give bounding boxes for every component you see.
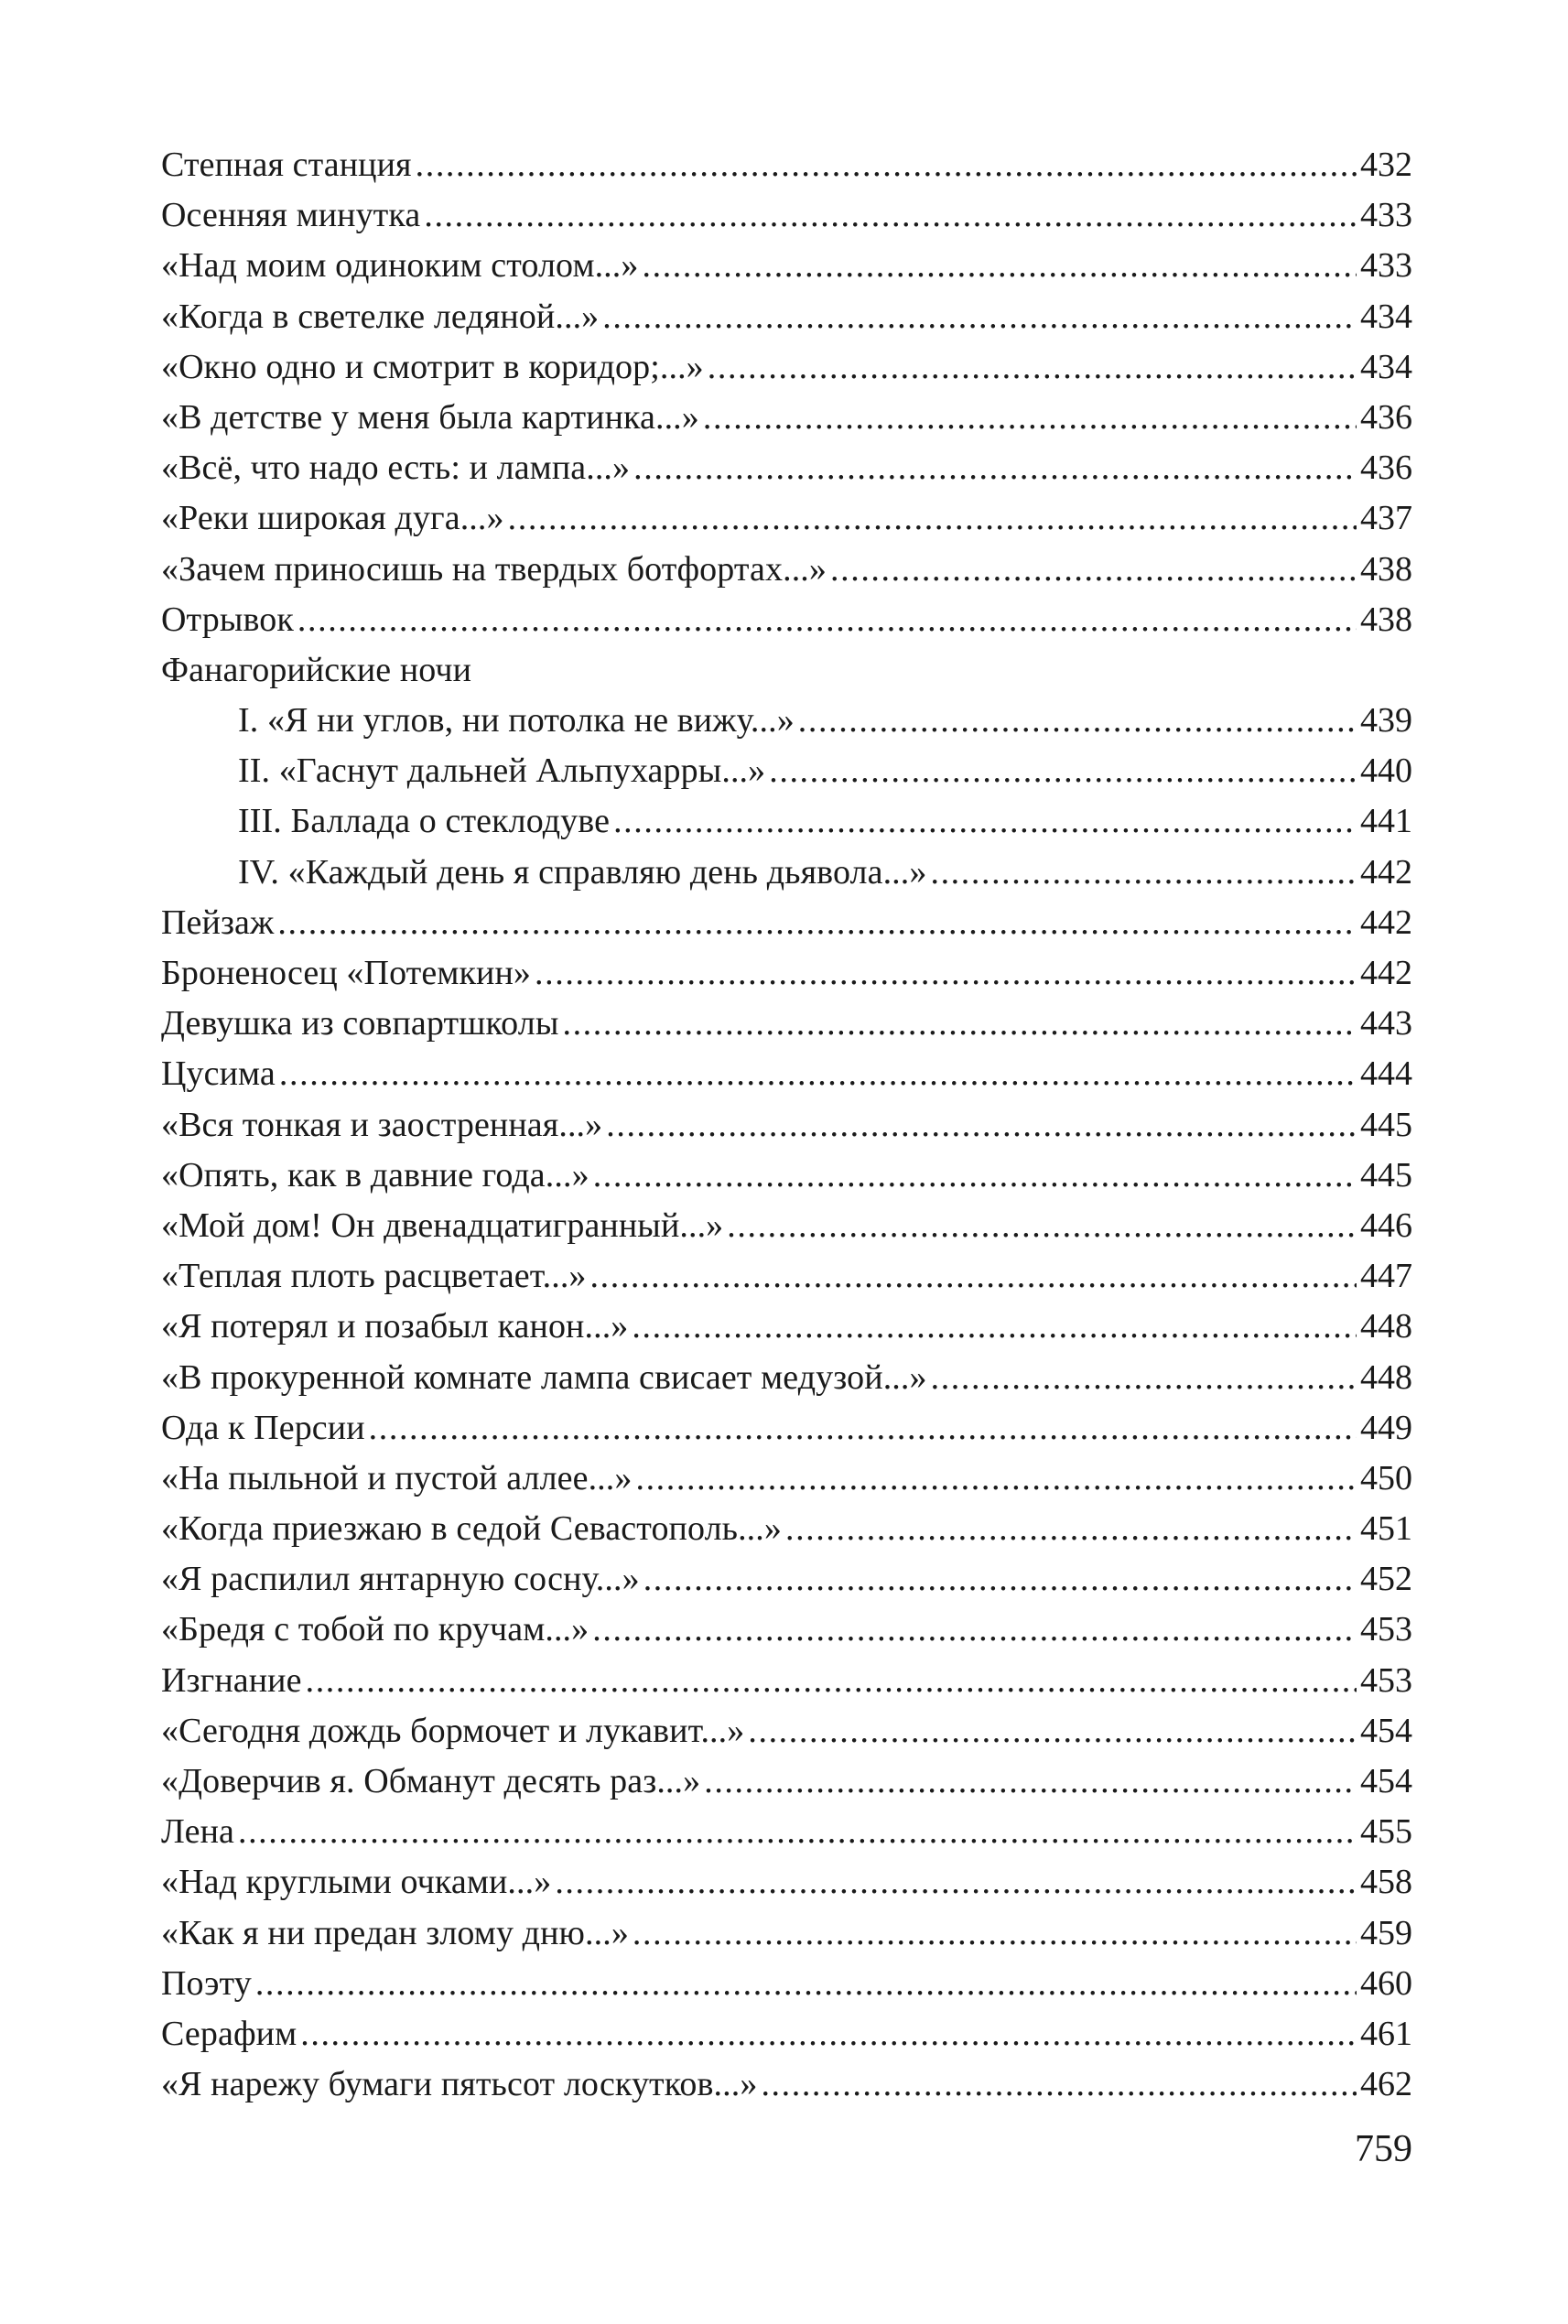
toc-entry-title: Пейзаж	[161, 903, 275, 942]
dot-leader	[297, 595, 1357, 645]
dot-leader	[643, 1554, 1357, 1605]
toc-entry-page: 452	[1360, 1560, 1412, 1599]
dot-leader	[930, 848, 1357, 898]
toc-entry	[161, 595, 1412, 645]
dot-leader	[255, 1959, 1357, 2009]
toc-entry-title: Фанагорийские ночи	[161, 650, 472, 689]
dot-leader	[535, 948, 1357, 999]
toc-subentry	[161, 696, 1412, 746]
toc-subentry	[161, 848, 1412, 898]
toc-entry-page: 453	[1360, 1660, 1412, 1700]
dot-leader	[704, 1757, 1357, 1807]
toc-entry-title: IV. «Каждый день я справляю день дьявола...»	[238, 852, 927, 892]
toc-entry	[161, 1302, 1412, 1352]
toc-entry-title: Ода к Персии	[161, 1408, 365, 1447]
toc-entry-page: 432	[1360, 146, 1412, 184]
dot-leader	[590, 1251, 1357, 1302]
toc-entry	[161, 1049, 1412, 1099]
dot-leader	[632, 1302, 1357, 1352]
dot-leader	[592, 1605, 1357, 1655]
dot-leader	[643, 241, 1357, 291]
dot-leader	[613, 796, 1357, 847]
toc-entry-title: «Доверчив я. Обманут десять раз...»	[161, 1762, 701, 1800]
toc-entry-page: 437	[1360, 499, 1412, 538]
dot-leader	[300, 2009, 1357, 2059]
dot-leader	[708, 342, 1357, 393]
dot-leader	[727, 1201, 1357, 1251]
toc-entry	[161, 1706, 1412, 1757]
dot-leader	[761, 2059, 1357, 2110]
toc-entry-title: «Зачем приносишь на твердых ботфортах...»	[161, 549, 827, 589]
toc-entry-page: 448	[1360, 1357, 1412, 1397]
toc-entry-page: 434	[1360, 347, 1412, 386]
toc-entry-page: 451	[1360, 1509, 1412, 1549]
toc-entry-page: 454	[1360, 1762, 1412, 1800]
toc-entry-title: «Окно одно и смотрит в коридор;...»	[161, 347, 704, 386]
toc-entry-page: 445	[1360, 1155, 1412, 1194]
toc-entry	[161, 190, 1412, 241]
toc-entry-title: «Бредя с тобой по кручам...»	[161, 1610, 589, 1649]
toc-entry	[161, 1857, 1412, 1908]
toc-entry-page: 438	[1360, 549, 1412, 589]
toc-entry	[161, 493, 1412, 544]
toc-entry-page: 462	[1360, 2065, 1412, 2104]
dot-leader	[555, 1857, 1357, 1908]
toc-entry-page: 444	[1360, 1054, 1412, 1094]
toc-entry	[161, 241, 1412, 291]
toc-entry-page: 461	[1360, 2014, 1412, 2053]
toc-entry	[161, 393, 1412, 443]
toc-entry	[161, 1454, 1412, 1504]
toc-entry-page: 448	[1360, 1307, 1412, 1346]
toc-entry-title: «Я распилил янтарную сосну...»	[161, 1560, 640, 1599]
toc-entry-title: «На пыльной и пустой аллее...»	[161, 1458, 633, 1497]
toc-entry-title: «Опять, как в давние года...»	[161, 1155, 589, 1194]
toc-entry-title: I. «Я ни углов, ни потолка не вижу...»	[238, 701, 795, 740]
toc-entry-page: 447	[1360, 1257, 1412, 1296]
toc-entry-title: Осенняя минутка	[161, 196, 421, 235]
toc-entry-title: «Вся тонкая и заостренная...»	[161, 1105, 603, 1144]
toc-entry	[161, 1353, 1412, 1403]
dot-leader	[508, 493, 1357, 544]
toc-entry-page: 454	[1360, 1711, 1412, 1750]
toc-entry-title: «Над моим одиноким столом...»	[161, 246, 639, 286]
dot-leader	[238, 1807, 1357, 1857]
toc-entry-page: 449	[1360, 1408, 1412, 1447]
toc-entry-page: 439	[1360, 701, 1412, 740]
dot-leader	[931, 1353, 1357, 1403]
toc-entry-page: 443	[1360, 1004, 1412, 1043]
toc-entry-page: 458	[1360, 1863, 1412, 1902]
toc-entry-title: Цусима	[161, 1054, 276, 1094]
dot-leader	[369, 1403, 1357, 1454]
toc-entry	[161, 1908, 1412, 1959]
toc-entry-title: «В прокуренной комнате лампа свисает медузой...»	[161, 1357, 927, 1397]
toc-entry	[161, 2009, 1412, 2059]
toc-subentry	[161, 796, 1412, 847]
dot-leader	[277, 898, 1357, 948]
toc-entry	[161, 1605, 1412, 1655]
dot-leader	[635, 1454, 1357, 1504]
toc-entry	[161, 999, 1412, 1049]
toc-entry-page: 453	[1360, 1610, 1412, 1649]
toc-entry	[161, 1656, 1412, 1706]
toc-entry-title: «Я нарежу бумаги пятьсот лоскутков...»	[161, 2065, 758, 2104]
toc-entry	[161, 2059, 1412, 2110]
toc-entry-page: 459	[1360, 1913, 1412, 1952]
toc-entry-page: 450	[1360, 1458, 1412, 1497]
dot-leader	[306, 1656, 1357, 1706]
toc-entry	[161, 645, 1412, 696]
toc-entry	[161, 342, 1412, 393]
toc-entry-title: «Когда в светелке ледяной...»	[161, 297, 600, 336]
dot-leader	[798, 696, 1357, 746]
toc-entry-page: 442	[1360, 852, 1412, 892]
toc-entry-title: Серафим	[161, 2014, 297, 2053]
table-of-contents	[161, 140, 1412, 2110]
dot-leader	[416, 140, 1357, 190]
toc-entry	[161, 1807, 1412, 1857]
toc-entry-page: 442	[1360, 954, 1412, 992]
toc-entry-page: 434	[1360, 297, 1412, 336]
toc-entry-page: 436	[1360, 449, 1412, 488]
toc-entry-title: II. «Гаснут дальней Альпухарры...»	[238, 751, 766, 791]
toc-entry-title: «Реки широкая дуга...»	[161, 499, 504, 538]
toc-entry-title: Лена	[161, 1812, 234, 1852]
dot-leader	[606, 1100, 1357, 1151]
toc-entry-title: Изгнание	[161, 1660, 302, 1700]
toc-entry-page: 455	[1360, 1812, 1412, 1852]
toc-entry-title: «Сегодня дождь бормочет и лукавит...»	[161, 1711, 745, 1750]
dot-leader	[602, 292, 1357, 342]
toc-entry-title: III. Баллада о стеклодуве	[238, 802, 611, 841]
dot-leader	[703, 393, 1357, 443]
dot-leader	[593, 1151, 1357, 1201]
toc-entry-page: 441	[1360, 802, 1412, 841]
toc-entry-page: 446	[1360, 1205, 1412, 1245]
toc-entry	[161, 1757, 1412, 1807]
toc-entry	[161, 1504, 1412, 1554]
toc-entry	[161, 948, 1412, 999]
toc-entry	[161, 1151, 1412, 1201]
toc-entry	[161, 1959, 1412, 2009]
page-number: 759	[1355, 2128, 1412, 2170]
toc-subentry	[161, 746, 1412, 796]
toc-entry-title: «Мой дом! Он двенадцатигранный...»	[161, 1205, 724, 1245]
dot-leader	[748, 1706, 1357, 1757]
toc-entry-title: Степная станция	[161, 146, 412, 184]
toc-entry-page: 445	[1360, 1105, 1412, 1144]
toc-entry	[161, 545, 1412, 595]
toc-entry-title: «Всё, что надо есть: и лампа...»	[161, 449, 631, 488]
toc-entry	[161, 1201, 1412, 1251]
toc-entry	[161, 1100, 1412, 1151]
toc-entry-title: Поэту	[161, 1963, 252, 2003]
toc-entry	[161, 898, 1412, 948]
toc-entry-page: 436	[1360, 397, 1412, 437]
dot-leader	[562, 999, 1357, 1049]
toc-entry	[161, 1554, 1412, 1605]
toc-entry-title: «Теплая плоть расцветает...»	[161, 1257, 587, 1296]
toc-entry	[161, 292, 1412, 342]
dot-leader	[279, 1049, 1357, 1099]
toc-entry-title: «Как я ни предан злому дню...»	[161, 1913, 629, 1952]
dot-leader	[633, 443, 1357, 493]
dot-leader	[633, 1908, 1357, 1959]
toc-entry	[161, 1403, 1412, 1454]
dot-leader	[830, 545, 1357, 595]
toc-entry-title: «Я потерял и позабыл канон...»	[161, 1307, 629, 1346]
toc-entry-title: Девушка из совпартшколы	[161, 1004, 559, 1043]
dot-leader	[424, 190, 1357, 241]
toc-entry-page: 440	[1360, 751, 1412, 791]
dot-leader	[769, 746, 1357, 796]
toc-entry-page: 433	[1360, 246, 1412, 286]
toc-entry-page: 442	[1360, 903, 1412, 942]
toc-entry-title: «Над круглыми очками...»	[161, 1863, 552, 1902]
toc-entry-title: «В детстве у меня была картинка...»	[161, 397, 699, 437]
toc-entry	[161, 1251, 1412, 1302]
dot-leader	[785, 1504, 1357, 1554]
toc-entry-title: Отрывок	[161, 600, 294, 639]
toc-entry	[161, 443, 1412, 493]
toc-entry	[161, 140, 1412, 190]
toc-entry-title: Броненосец «Потемкин»	[161, 954, 532, 992]
toc-entry-page: 438	[1360, 600, 1412, 639]
toc-entry-title: «Когда приезжаю в седой Севастополь...»	[161, 1509, 782, 1549]
toc-entry-page: 433	[1360, 196, 1412, 235]
toc-entry-page: 460	[1360, 1963, 1412, 2003]
